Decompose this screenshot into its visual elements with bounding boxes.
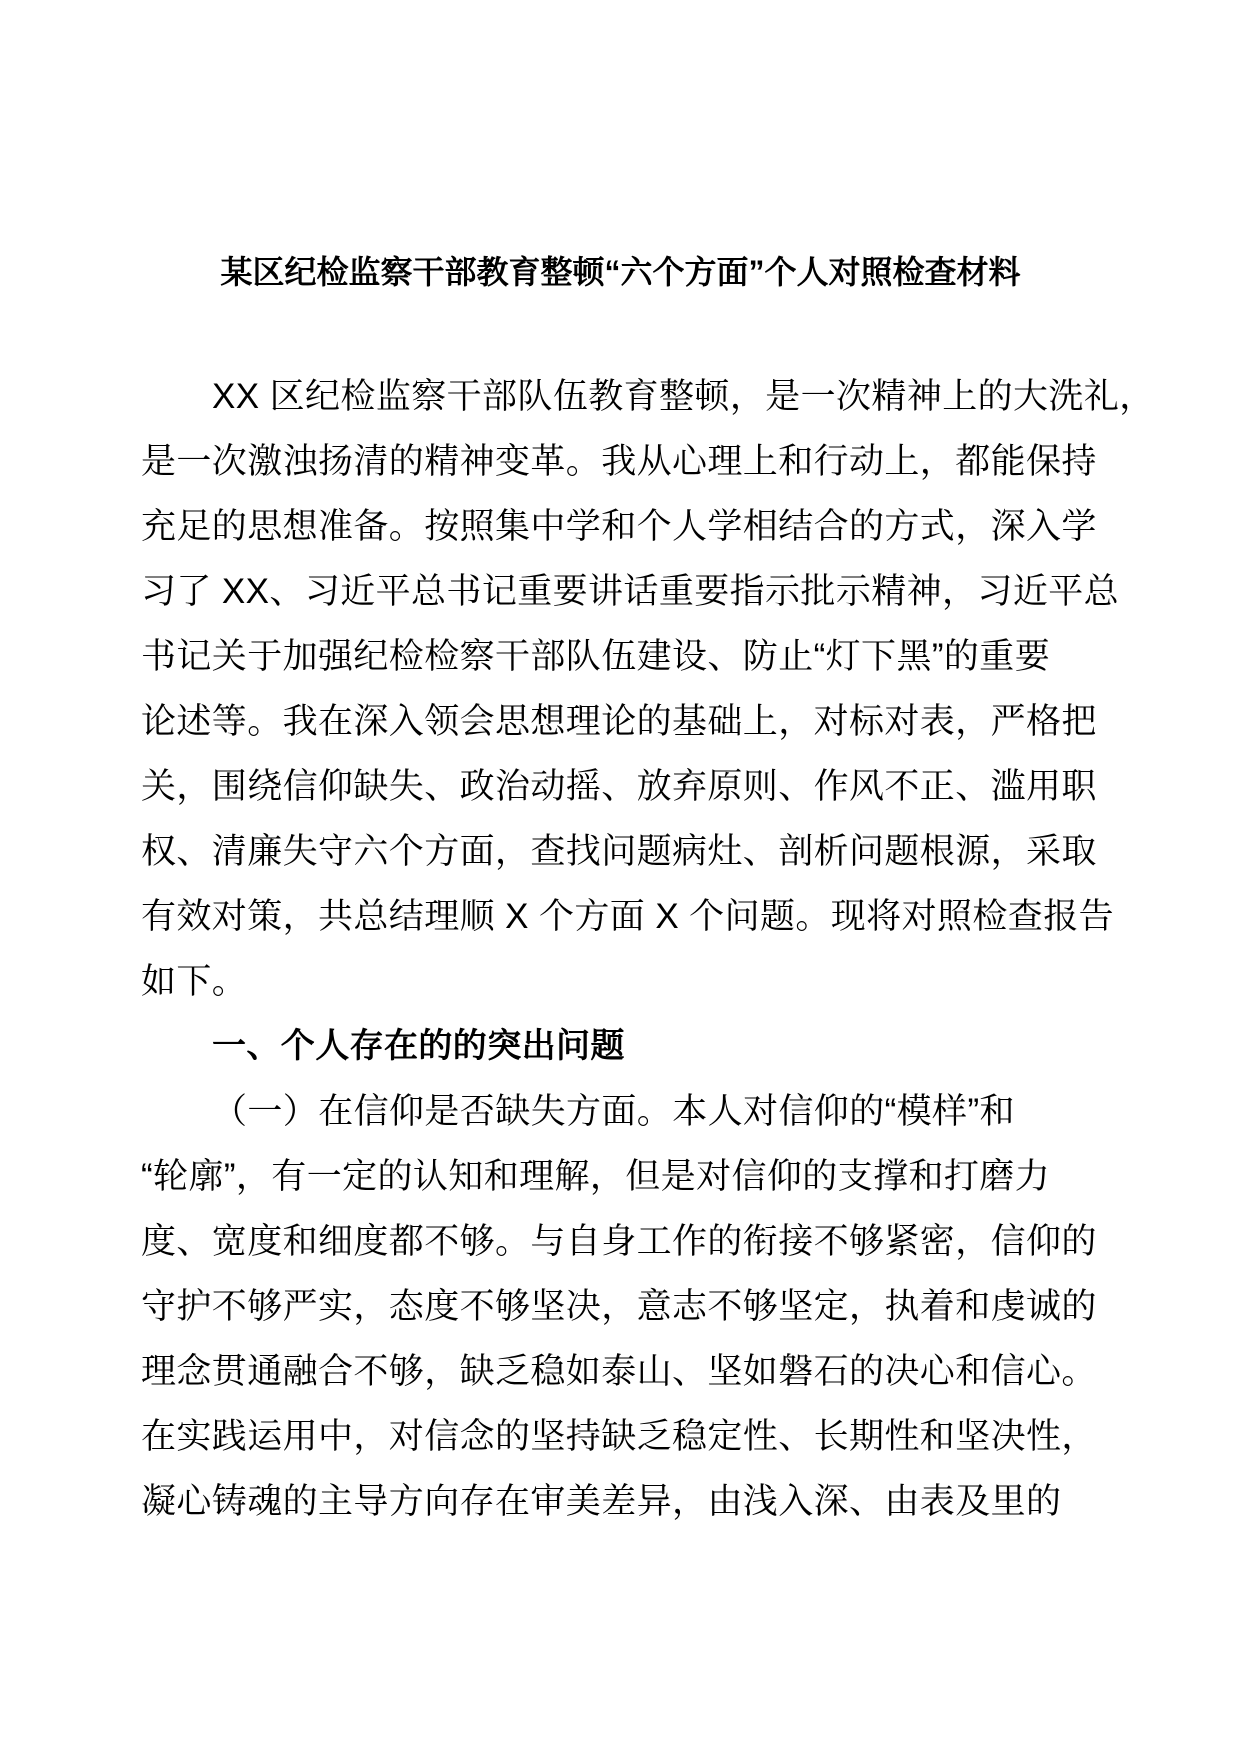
document-title: 某区纪检监察干部教育整顿“六个方面”个人对照检查材料 [220, 254, 1021, 290]
document-body [141, 364, 1155, 1534]
text-line: 度、宽度和细度都不够。与自身工作的衔接不够紧密，信仰的 [141, 1222, 1097, 1261]
text-line: 理念贯通融合不够，缺乏稳如泰山、坚如磐石的决心和信心。 [141, 1352, 1097, 1391]
text-line: 是一次激浊扬清的精神变革。我从心理上和行动上，都能保持 [141, 442, 1097, 481]
text-line: 关，围绕信仰缺失、政治动摇、放弃原则、作风不正、滥用职 [141, 767, 1097, 806]
text-line: 充足的思想准备。按照集中学和个人学相结合的方式，深入学 [141, 507, 1097, 546]
text-line: （一）在信仰是否缺失方面。本人对信仰的“模样”和 [212, 1092, 1015, 1131]
text-line: XX 区纪检监察干部队伍教育整顿，是一次精神上的大洗礼， [212, 377, 1155, 416]
text-line: “轮廓”，有一定的认知和理解，但是对信仰的支撑和打磨力 [141, 1157, 1051, 1196]
section-heading: 一、个人存在的的突出问题 [212, 1027, 625, 1065]
text-line: 凝心铸魂的主导方向存在审美差异，由浅入深、由表及里的 [141, 1482, 1062, 1521]
text-line: 论述等。我在深入领会思想理论的基础上，对标对表，严格把 [141, 702, 1097, 741]
text-line: 习了 XX、习近平总书记重要讲话重要指示批示精神，习近平总 [141, 572, 1120, 611]
text-line: 如下。 [141, 962, 248, 1001]
text-line: 守护不够严实，态度不够坚决，意志不够坚定，执着和虔诚的 [141, 1287, 1097, 1326]
text-line: 在实践运用中，对信念的坚持缺乏稳定性、长期性和坚决性， [141, 1417, 1097, 1456]
text-line: 有效对策，共总结理顺 X 个方面 X 个问题。现将对照检查报告 [141, 897, 1114, 936]
text-line: 书记关于加强纪检检察干部队伍建设、防止“灯下黑”的重要 [141, 637, 1051, 676]
text-line: 权、清廉失守六个方面，查找问题病灶、剖析问题根源，采取 [141, 832, 1097, 871]
